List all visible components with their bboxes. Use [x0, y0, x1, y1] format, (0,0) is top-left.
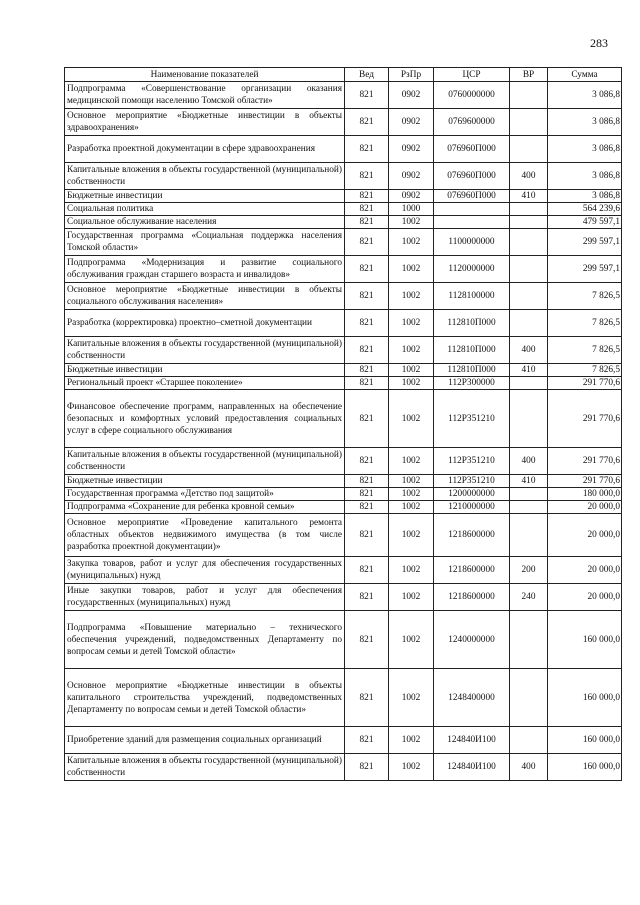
- row-rzpr: 1002: [389, 557, 434, 584]
- row-vr: [510, 229, 548, 256]
- row-ved: 821: [345, 337, 389, 364]
- table-row: [65, 190, 622, 203]
- row-vr: 240: [510, 584, 548, 611]
- row-vr: [510, 203, 548, 216]
- table-row: [65, 611, 622, 669]
- row-name: Приобретение зданий для размещения социальных организаций: [65, 727, 345, 754]
- row-ved: 821: [345, 109, 389, 136]
- table-row: [65, 727, 622, 754]
- row-vr: [510, 109, 548, 136]
- row-name: Капитальные вложения в объекты государственной (муниципальной) собственности: [65, 754, 345, 781]
- row-ved: 821: [345, 82, 389, 109]
- table-row: [65, 283, 622, 310]
- row-rzpr: 1002: [389, 475, 434, 488]
- row-vr: [510, 669, 548, 727]
- row-csr: [434, 216, 510, 229]
- row-sum: 20 000,0: [548, 557, 622, 584]
- row-sum: 3 086,8: [548, 82, 622, 109]
- row-rzpr: 1000: [389, 203, 434, 216]
- row-vr: [510, 256, 548, 283]
- row-sum: 180 000,0: [548, 488, 622, 501]
- row-ved: 821: [345, 488, 389, 501]
- row-sum: 20 000,0: [548, 584, 622, 611]
- row-csr: 0769600000: [434, 109, 510, 136]
- row-name: Капитальные вложения в объекты государственной (муниципальной) собственности: [65, 163, 345, 190]
- row-name: Социальное обслуживание населения: [65, 216, 345, 229]
- row-vr: 400: [510, 337, 548, 364]
- row-sum: 7 826,5: [548, 337, 622, 364]
- row-ved: 821: [345, 727, 389, 754]
- row-ved: 821: [345, 310, 389, 337]
- row-sum: 564 239,6: [548, 203, 622, 216]
- row-rzpr: 1002: [389, 310, 434, 337]
- row-name: Подпрограмма «Модернизация и развитие социального обслуживания граждан старшего возраста и инвалидов»: [65, 256, 345, 283]
- row-csr: 1120000000: [434, 256, 510, 283]
- row-name: Капитальные вложения в объекты государственной (муниципальной) собственности: [65, 337, 345, 364]
- row-rzpr: 0902: [389, 163, 434, 190]
- row-name: Основное мероприятие «Бюджетные инвестиции в объекты социального обслуживания населения»: [65, 283, 345, 310]
- table-row: [65, 136, 622, 163]
- row-name: Закупка товаров, работ и услуг для обеспечения государственных (муниципальных) нужд: [65, 557, 345, 584]
- row-csr: 076960П000: [434, 136, 510, 163]
- row-csr: 1218600000: [434, 514, 510, 557]
- row-rzpr: 1002: [389, 364, 434, 377]
- row-ved: 821: [345, 557, 389, 584]
- row-sum: 160 000,0: [548, 727, 622, 754]
- row-csr: 1100000000: [434, 229, 510, 256]
- row-sum: 3 086,8: [548, 109, 622, 136]
- row-ved: 821: [345, 216, 389, 229]
- row-sum: 7 826,5: [548, 310, 622, 337]
- row-ved: 821: [345, 136, 389, 163]
- row-vr: [510, 216, 548, 229]
- row-csr: 112P351210: [434, 475, 510, 488]
- row-sum: 291 770,6: [548, 475, 622, 488]
- table-row: [65, 501, 622, 514]
- row-csr: 1128100000: [434, 283, 510, 310]
- row-rzpr: 1002: [389, 611, 434, 669]
- row-csr: 112810П000: [434, 310, 510, 337]
- row-ved: 821: [345, 501, 389, 514]
- row-vr: 400: [510, 448, 548, 475]
- table-row: [65, 216, 622, 229]
- row-name: Бюджетные инвестиции: [65, 190, 345, 203]
- table-row: [65, 390, 622, 448]
- page-number: 283: [590, 36, 608, 50]
- table-row: [65, 203, 622, 216]
- row-sum: 291 770,6: [548, 448, 622, 475]
- table-row: [65, 109, 622, 136]
- row-name: Основное мероприятие «Бюджетные инвестиции в объекты капитального строительства учреждений, подведомственных Департаменту по вопросам семьи и детей Томской области»: [65, 669, 345, 727]
- row-csr: 112810П000: [434, 337, 510, 364]
- row-vr: [510, 727, 548, 754]
- row-ved: 821: [345, 390, 389, 448]
- row-sum: 160 000,0: [548, 754, 622, 781]
- row-ved: 821: [345, 448, 389, 475]
- row-ved: 821: [345, 669, 389, 727]
- table-row: [65, 256, 622, 283]
- row-vr: 410: [510, 475, 548, 488]
- row-vr: [510, 501, 548, 514]
- row-csr: 0760000000: [434, 82, 510, 109]
- row-rzpr: 0902: [389, 136, 434, 163]
- table-row: [65, 82, 622, 109]
- row-csr: 1248400000: [434, 669, 510, 727]
- row-ved: 821: [345, 611, 389, 669]
- header-ved: Вед: [345, 68, 389, 82]
- row-ved: 821: [345, 229, 389, 256]
- row-vr: 400: [510, 163, 548, 190]
- row-sum: 299 597,1: [548, 256, 622, 283]
- row-name: Бюджетные инвестиции: [65, 364, 345, 377]
- row-ved: 821: [345, 163, 389, 190]
- row-name: Финансовое обеспечение программ, направленных на обеспечение безопасных и комфортных условий предоставления социальных услуг в сфере социального обслуживания: [65, 390, 345, 448]
- row-rzpr: 1002: [389, 283, 434, 310]
- row-vr: [510, 514, 548, 557]
- row-csr: 112810П000: [434, 364, 510, 377]
- row-ved: 821: [345, 514, 389, 557]
- table-row: [65, 364, 622, 377]
- row-rzpr: 1002: [389, 514, 434, 557]
- row-vr: 200: [510, 557, 548, 584]
- row-vr: [510, 283, 548, 310]
- row-sum: 160 000,0: [548, 669, 622, 727]
- row-csr: 124840И100: [434, 727, 510, 754]
- row-sum: 3 086,8: [548, 136, 622, 163]
- row-name: Государственная программа «Социальная поддержка населения Томской области»: [65, 229, 345, 256]
- row-vr: [510, 136, 548, 163]
- table-body: [65, 82, 622, 781]
- table-row: [65, 475, 622, 488]
- row-csr: 076960П000: [434, 190, 510, 203]
- row-name: Региональный проект «Старшее поколение»: [65, 377, 345, 390]
- row-sum: 299 597,1: [548, 229, 622, 256]
- row-sum: 3 086,8: [548, 163, 622, 190]
- row-ved: 821: [345, 475, 389, 488]
- row-vr: 400: [510, 754, 548, 781]
- row-csr: 1210000000: [434, 501, 510, 514]
- row-vr: 410: [510, 190, 548, 203]
- header-name: Наименование показателей: [65, 68, 345, 82]
- row-name: Подпрограмма «Сохранение для ребенка кровной семьи»: [65, 501, 345, 514]
- header-csr: ЦСР: [434, 68, 510, 82]
- row-rzpr: 1002: [389, 501, 434, 514]
- row-rzpr: 1002: [389, 669, 434, 727]
- row-csr: 076960П000: [434, 163, 510, 190]
- row-name: Иные закупки товаров, работ и услуг для обеспечения государственных (муниципальных) нужд: [65, 584, 345, 611]
- table-row: [65, 229, 622, 256]
- row-name: Подпрограмма «Совершенствование организации оказания медицинской помощи населению Томской области»: [65, 82, 345, 109]
- row-name: Государственная программа «Детство под защитой»: [65, 488, 345, 501]
- table-row: [65, 163, 622, 190]
- row-rzpr: 1002: [389, 337, 434, 364]
- table-row: [65, 557, 622, 584]
- row-sum: 479 597,1: [548, 216, 622, 229]
- row-ved: 821: [345, 256, 389, 283]
- row-rzpr: 1002: [389, 229, 434, 256]
- row-vr: [510, 488, 548, 501]
- row-vr: [510, 377, 548, 390]
- header-sum: Сумма: [548, 68, 622, 82]
- row-ved: 821: [345, 754, 389, 781]
- table-row: [65, 514, 622, 557]
- row-csr: 1218600000: [434, 557, 510, 584]
- table-row: [65, 337, 622, 364]
- row-name: Основное мероприятие «Проведение капитального ремонта областных объектов недвижимого имущества (в том числе разработка проектной документации)»: [65, 514, 345, 557]
- row-csr: 1218600000: [434, 584, 510, 611]
- row-csr: 1200000000: [434, 488, 510, 501]
- row-name: Социальная политика: [65, 203, 345, 216]
- row-sum: 7 826,5: [548, 364, 622, 377]
- row-vr: [510, 611, 548, 669]
- row-name: Основное мероприятие «Бюджетные инвестиции в объекты здравоохранения»: [65, 109, 345, 136]
- table-row: [65, 584, 622, 611]
- row-vr: [510, 310, 548, 337]
- table-row: [65, 488, 622, 501]
- row-ved: 821: [345, 283, 389, 310]
- row-sum: 160 000,0: [548, 611, 622, 669]
- row-name: Разработка проектной документации в сфере здравоохранения: [65, 136, 345, 163]
- row-name: Разработка (корректировка) проектно–сметной документации: [65, 310, 345, 337]
- budget-table: [64, 67, 622, 781]
- row-sum: 291 770,6: [548, 390, 622, 448]
- row-rzpr: 0902: [389, 190, 434, 203]
- header-vr: ВР: [510, 68, 548, 82]
- row-csr: [434, 203, 510, 216]
- row-rzpr: 1002: [389, 754, 434, 781]
- row-name: Капитальные вложения в объекты государственной (муниципальной) собственности: [65, 448, 345, 475]
- row-sum: 291 770,6: [548, 377, 622, 390]
- table-row: [65, 310, 622, 337]
- row-ved: 821: [345, 584, 389, 611]
- row-csr: 124840И100: [434, 754, 510, 781]
- row-vr: 410: [510, 364, 548, 377]
- row-rzpr: 1002: [389, 256, 434, 283]
- row-csr: 112P351210: [434, 390, 510, 448]
- row-sum: 7 826,5: [548, 283, 622, 310]
- table-row: [65, 754, 622, 781]
- row-ved: 821: [345, 203, 389, 216]
- table-row: [65, 669, 622, 727]
- row-ved: 821: [345, 364, 389, 377]
- row-csr: 1240000000: [434, 611, 510, 669]
- row-name: Бюджетные инвестиции: [65, 475, 345, 488]
- row-vr: [510, 390, 548, 448]
- row-rzpr: 1002: [389, 727, 434, 754]
- table-header-row: [65, 68, 622, 82]
- row-rzpr: 0902: [389, 82, 434, 109]
- row-sum: 20 000,0: [548, 501, 622, 514]
- header-rzpr: РзПр: [389, 68, 434, 82]
- row-rzpr: 0902: [389, 109, 434, 136]
- row-name: Подпрограмма «Повышение материально – технического обеспечения учреждений, подведомственных Департаменту по вопросам семьи и детей Томской области»: [65, 611, 345, 669]
- row-ved: 821: [345, 377, 389, 390]
- table-row: [65, 377, 622, 390]
- row-rzpr: 1002: [389, 448, 434, 475]
- table-row: [65, 448, 622, 475]
- row-rzpr: 1002: [389, 390, 434, 448]
- row-csr: 112P300000: [434, 377, 510, 390]
- row-rzpr: 1002: [389, 488, 434, 501]
- row-ved: 821: [345, 190, 389, 203]
- row-rzpr: 1002: [389, 584, 434, 611]
- row-vr: [510, 82, 548, 109]
- row-sum: 20 000,0: [548, 514, 622, 557]
- row-rzpr: 1002: [389, 377, 434, 390]
- row-sum: 3 086,8: [548, 190, 622, 203]
- row-rzpr: 1002: [389, 216, 434, 229]
- row-csr: 112P351210: [434, 448, 510, 475]
